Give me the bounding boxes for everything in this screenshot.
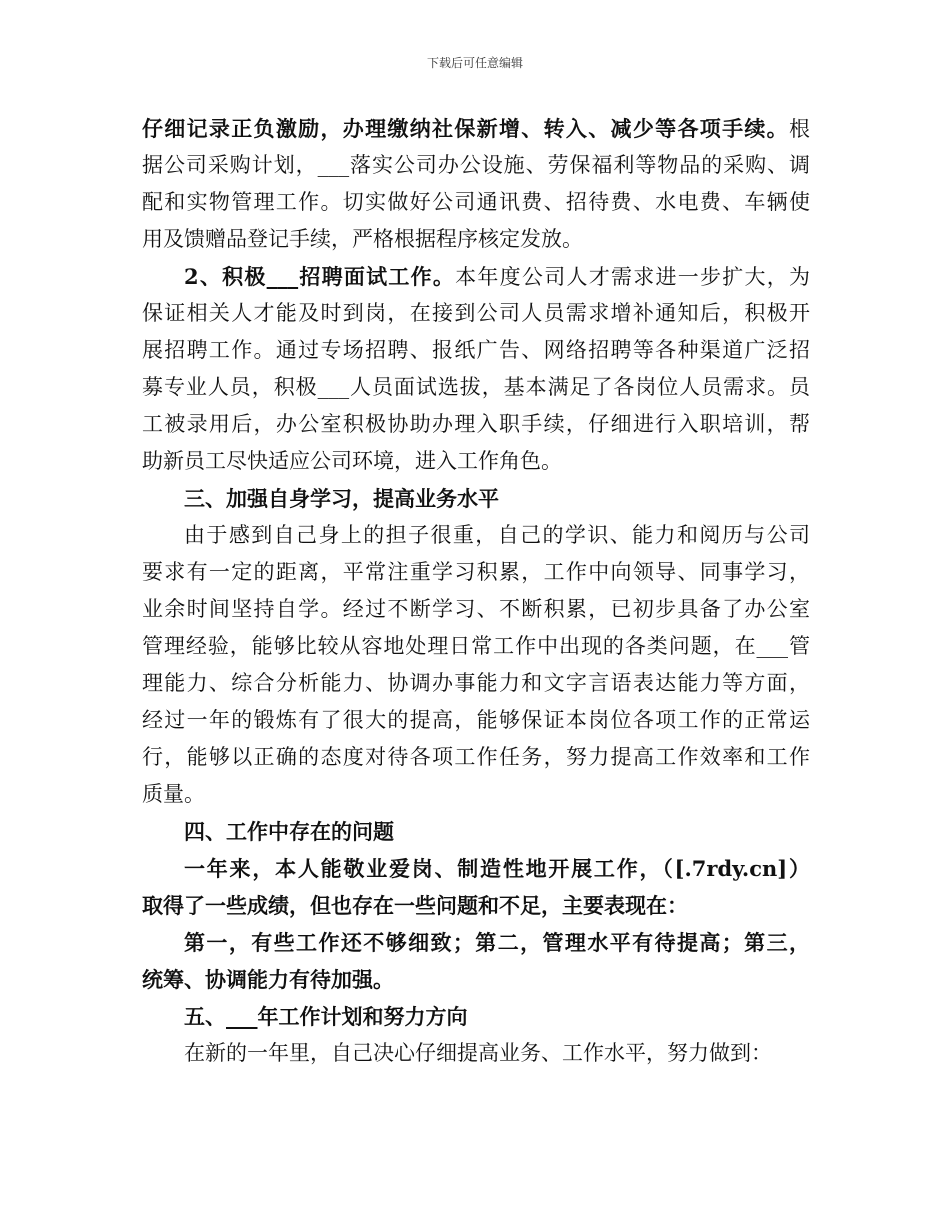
text-span: 2、积极___招聘面试工作。 [184, 264, 456, 289]
text-span: 保证相关人才能及时到岗，在接到公司人员需求增补通知后，积极开 [142, 301, 810, 325]
text-line [142, 924, 810, 961]
text-span: 三、加强自身学习，提高业务水平 [184, 486, 499, 511]
text-span: 展招聘工作。通过专场招聘、报纸广告、网络招聘等各种渠道广泛招 [142, 338, 810, 362]
text-line [142, 406, 810, 443]
text-span: 五、___年工作计划和努力方向 [184, 1004, 468, 1029]
text-span: 质量。 [142, 782, 205, 806]
text-span: 仔细记录正负激励，办理缴纳社保新增、转入、减少等各项手续。 [142, 116, 789, 141]
text-span: 配和实物管理工作。切实做好公司通讯费、招待费、水电费、车辆使 [142, 190, 810, 214]
text-line [142, 776, 810, 813]
text-line [142, 554, 810, 591]
text-span: 募专业人员，积极___人员面试选拔，基本满足了各岗位人员需求。员 [142, 375, 810, 399]
text-span: 要求有一定的距离，平常注重学习积累，工作中向领导、同事学习， [142, 560, 810, 584]
text-line [142, 887, 810, 924]
text-line [142, 1035, 810, 1072]
text-line [142, 443, 810, 480]
text-span: 第一，有些工作还不够细致；第二，管理水平有待提高；第三， [184, 930, 810, 955]
text-line [142, 517, 810, 554]
text-span: 经过一年的锻炼有了很大的提高，能够保证本岗位各项工作的正常运 [142, 708, 810, 732]
text-line [142, 369, 810, 406]
text-line [142, 998, 810, 1035]
text-line [142, 110, 810, 147]
text-span: 由于感到自己身上的担子很重，自己的学识、能力和阅历与公司 [184, 523, 810, 547]
text-line [142, 591, 810, 628]
text-span: 工被录用后，办公室积极协助办理入职手续，仔细进行入职培训，帮 [142, 412, 810, 436]
text-line [142, 258, 810, 295]
text-line [142, 813, 810, 850]
text-line [142, 221, 810, 258]
text-span: 业余时间坚持自学。经过不断学习、不断积累，已初步具备了办公室 [142, 597, 810, 621]
text-span: 一年来，本人能敬业爱岗、制造性地开展工作，（[.7rdy.cn]） [184, 856, 810, 881]
text-span: 根 [789, 117, 810, 141]
text-line [142, 961, 810, 998]
text-span: 统筹、协调能力有待加强。 [142, 967, 394, 992]
text-span: 管理经验，能够比较从容地处理日常工作中出现的各类问题，在___管 [142, 634, 810, 658]
text-span: 理能力、综合分析能力、协调办事能力和文字言语表达能力等方面， [142, 671, 810, 695]
text-span: 助新员工尽快适应公司环境，进入工作角色。 [142, 449, 562, 473]
page-header: 下载后可任意编辑 [426, 56, 523, 70]
text-line [142, 628, 810, 665]
text-span: 在新的一年里，自己决心仔细提高业务、工作水平，努力做到： [184, 1041, 772, 1065]
text-span: 行，能够以正确的态度对待各项工作任务，努力提高工作效率和工作 [142, 745, 810, 769]
text-line [142, 184, 810, 221]
document-body [142, 110, 810, 1072]
text-line [142, 480, 810, 517]
text-span: 本年度公司人才需求进一步扩大，为 [455, 265, 810, 289]
text-line [142, 702, 810, 739]
text-line [142, 850, 810, 887]
text-line [142, 332, 810, 369]
text-line [142, 739, 810, 776]
text-span: 据公司采购计划，___落实公司办公设施、劳保福利等物品的采购、调 [142, 153, 810, 177]
text-line [142, 147, 810, 184]
text-span: 用及馈赠品登记手续，严格根据程序核定发放。 [142, 227, 583, 251]
text-span: 取得了一些成绩，但也存在一些问题和不足，主要表现在： [142, 893, 688, 918]
text-line [142, 295, 810, 332]
text-span: 四、工作中存在的问题 [184, 819, 394, 844]
text-line [142, 665, 810, 702]
